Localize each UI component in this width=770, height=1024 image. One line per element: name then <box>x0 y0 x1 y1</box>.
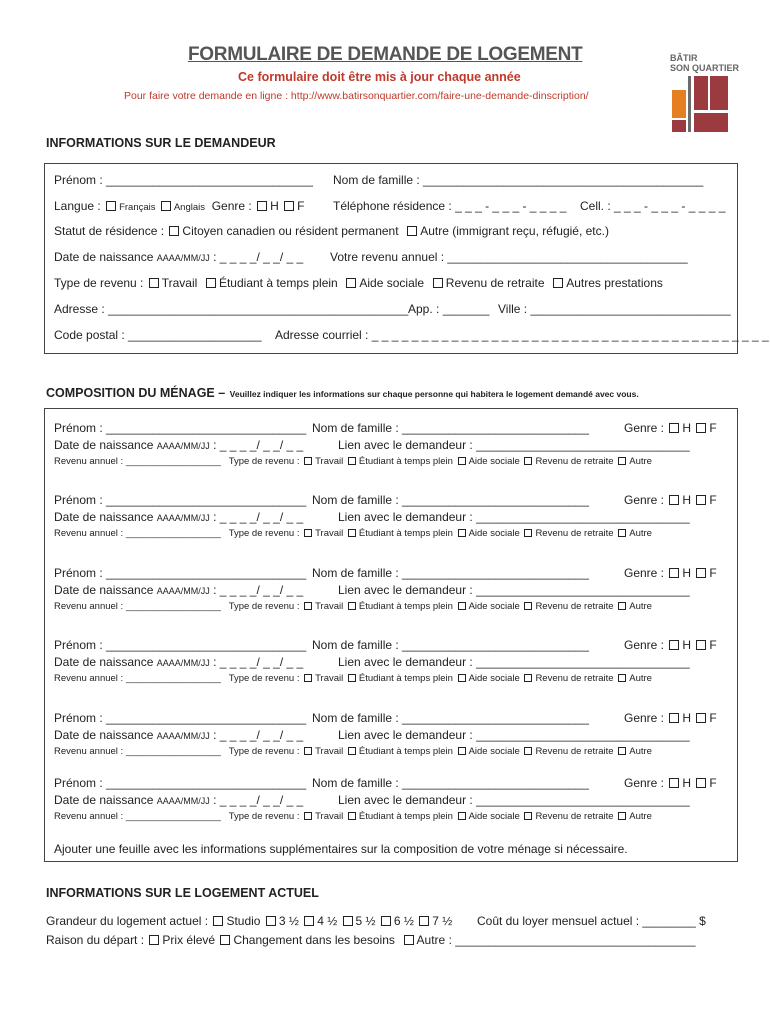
member-5-relationship-field[interactable]: Lien avec le demandeur : ________________________________ <box>338 728 690 742</box>
member-5-income-row: Revenu annuel : __________________ Type de revenu : Travail Étudiant à temps plein Aide sociale Revenu de retraite Autre <box>54 746 652 757</box>
member-2-income-field[interactable]: Revenu annuel : __________________ <box>54 528 221 539</box>
member-4-relationship-field[interactable]: Lien avec le demandeur : ________________________________ <box>338 655 690 669</box>
cell-phone-field[interactable]: Cell. : _ _ _ - _ _ _ - _ _ _ _ <box>580 199 726 213</box>
home-phone-field[interactable]: Téléphone résidence : _ _ _ - _ _ _ - _ _ _ _ <box>333 199 567 213</box>
member-1-autre-checkbox[interactable] <box>618 457 626 465</box>
size-6-5-checkbox[interactable] <box>381 916 391 926</box>
member-2-aide-sociale-checkbox[interactable] <box>458 529 466 537</box>
studio-checkbox[interactable] <box>213 916 223 926</box>
francais-checkbox[interactable] <box>106 201 116 211</box>
member-2-retraite-checkbox[interactable] <box>524 529 532 537</box>
member-4-income-field[interactable]: Revenu annuel : __________________ <box>54 673 221 684</box>
member-6-last-name-field[interactable]: Nom de famille : ____________________________ <box>312 776 589 790</box>
member-2-income-row: Revenu annuel : __________________ Type de revenu : Travail Étudiant à temps plein Aide sociale Revenu de retraite Autre <box>54 528 652 539</box>
member-6-gender-f-checkbox[interactable] <box>696 778 706 788</box>
member-2-dob-field[interactable]: Date de naissance AAAA/MM/JJ : _ _ _ _/ _ _/ _ _ <box>54 510 304 524</box>
member-4-last-name-field[interactable]: Nom de famille : ____________________________ <box>312 638 589 652</box>
member-5-first-name-field[interactable]: Prénom : ______________________________ <box>54 711 307 725</box>
member-4-autre-checkbox[interactable] <box>618 674 626 682</box>
member-1-gender-f-checkbox[interactable] <box>696 423 706 433</box>
member-1-travail-checkbox[interactable] <box>304 457 312 465</box>
member-6-relationship-field[interactable]: Lien avec le demandeur : ________________________________ <box>338 793 690 807</box>
member-1-retraite-checkbox[interactable] <box>524 457 532 465</box>
member-1-etudiant-checkbox[interactable] <box>348 457 356 465</box>
member-3-gender-row: Genre : H F <box>624 566 717 580</box>
autres-prestations-checkbox[interactable] <box>553 278 563 288</box>
member-5-gender-row: Genre : H F <box>624 711 717 725</box>
apartment-field[interactable]: App. : _______ <box>408 302 490 316</box>
member-4-travail-checkbox[interactable] <box>304 674 312 682</box>
member-4-gender-f-checkbox[interactable] <box>696 640 706 650</box>
online-link[interactable]: Pour faire votre demande en ligne : http://www.batirsonquartier.com/faire-une-demande-dinscription/ <box>124 90 589 102</box>
changement-besoins-checkbox[interactable] <box>220 935 230 945</box>
prix-eleve-checkbox[interactable] <box>149 935 159 945</box>
etudiant-checkbox[interactable] <box>206 278 216 288</box>
member-5-aide-sociale-checkbox[interactable] <box>458 747 466 755</box>
member-1-gender-row: Genre : H F <box>624 421 717 435</box>
language-row: Langue : Français Anglais Genre : H F <box>54 199 305 213</box>
member-6-dob-field[interactable]: Date de naissance AAAA/MM/JJ : _ _ _ _/ _ _/ _ _ <box>54 793 304 807</box>
size-3-5-checkbox[interactable] <box>266 916 276 926</box>
member-6-travail-checkbox[interactable] <box>304 812 312 820</box>
member-3-aide-sociale-checkbox[interactable] <box>458 602 466 610</box>
member-2-first-name-field[interactable]: Prénom : ______________________________ <box>54 493 307 507</box>
member-4-etudiant-checkbox[interactable] <box>348 674 356 682</box>
size-5-5-checkbox[interactable] <box>343 916 353 926</box>
applicant-first-name-field[interactable]: Prénom : _______________________________ <box>54 173 313 187</box>
member-6-gender-h-checkbox[interactable] <box>669 778 679 788</box>
member-6-etudiant-checkbox[interactable] <box>348 812 356 820</box>
gender-f-checkbox[interactable] <box>284 201 294 211</box>
annual-income-field[interactable]: Votre revenu annuel : ____________________________________ <box>330 250 688 264</box>
member-3-travail-checkbox[interactable] <box>304 602 312 610</box>
member-2-gender-h-checkbox[interactable] <box>669 495 679 505</box>
member-1-aide-sociale-checkbox[interactable] <box>458 457 466 465</box>
member-3-autre-checkbox[interactable] <box>618 602 626 610</box>
member-4-dob-field[interactable]: Date de naissance AAAA/MM/JJ : _ _ _ _/ _ _/ _ _ <box>54 655 304 669</box>
member-1-income-row: Revenu annuel : __________________ Type de revenu : Travail Étudiant à temps plein Aide sociale Revenu de retraite Autre <box>54 456 652 467</box>
member-6-retraite-checkbox[interactable] <box>524 812 532 820</box>
member-4-gender-row: Genre : H F <box>624 638 717 652</box>
member-3-income-field[interactable]: Revenu annuel : __________________ <box>54 601 221 612</box>
residence-status-row: Statut de résidence : Citoyen canadien ou résident permanent Autre (immigrant reçu, réfugié, etc.) <box>54 224 609 238</box>
member-5-travail-checkbox[interactable] <box>304 747 312 755</box>
current-housing-section-title: INFORMATIONS SUR LE LOGEMENT ACTUEL <box>46 886 319 900</box>
gender-h-checkbox[interactable] <box>257 201 267 211</box>
applicant-last-name-field[interactable]: Nom de famille : __________________________________________ <box>333 173 704 187</box>
member-5-etudiant-checkbox[interactable] <box>348 747 356 755</box>
member-6-first-name-field[interactable]: Prénom : ______________________________ <box>54 776 307 790</box>
household-footer-note: Ajouter une feuille avec les informations supplémentaires sur la composition de votre ménage si nécessaire. <box>54 842 628 856</box>
member-2-etudiant-checkbox[interactable] <box>348 529 356 537</box>
member-2-last-name-field[interactable]: Nom de famille : ____________________________ <box>312 493 589 507</box>
batir-son-quartier-logo <box>672 76 728 132</box>
member-6-aide-sociale-checkbox[interactable] <box>458 812 466 820</box>
member-3-last-name-field[interactable]: Nom de famille : ____________________________ <box>312 566 589 580</box>
member-1-relationship-field[interactable]: Lien avec le demandeur : ________________________________ <box>338 438 690 452</box>
member-5-gender-h-checkbox[interactable] <box>669 713 679 723</box>
departure-reason-row: Raison du départ : Prix élevé Changement dans les besoins Autre : ____________________________________ <box>46 933 696 947</box>
member-4-gender-h-checkbox[interactable] <box>669 640 679 650</box>
member-5-gender-f-checkbox[interactable] <box>696 713 706 723</box>
size-7-5-checkbox[interactable] <box>419 916 429 926</box>
member-4-income-row: Revenu annuel : __________________ Type de revenu : Travail Étudiant à temps plein Aide sociale Revenu de retraite Autre <box>54 673 652 684</box>
autre-statut-checkbox[interactable] <box>407 226 417 236</box>
applicant-dob-field[interactable]: Date de naissance AAAA/MM/JJ : _ _ _ _/ _ _/ _ _ <box>54 250 304 264</box>
retraite-checkbox[interactable] <box>433 278 443 288</box>
travail-checkbox[interactable] <box>149 278 159 288</box>
member-1-income-field[interactable]: Revenu annuel : __________________ <box>54 456 221 467</box>
member-2-gender-f-checkbox[interactable] <box>696 495 706 505</box>
member-5-income-field[interactable]: Revenu annuel : __________________ <box>54 746 221 757</box>
member-6-gender-row: Genre : H F <box>624 776 717 790</box>
monthly-rent-field[interactable]: Coût du loyer mensuel actuel : ________ $ <box>477 914 706 928</box>
member-3-etudiant-checkbox[interactable] <box>348 602 356 610</box>
member-6-income-row: Revenu annuel : __________________ Type de revenu : Travail Étudiant à temps plein Aide sociale Revenu de retraite Autre <box>54 811 652 822</box>
household-section-title: COMPOSITION DU MÉNAGE – Veuillez indiquer les informations sur chaque personne qui habitera le logement demandé avec vous. <box>46 386 639 400</box>
member-3-first-name-field[interactable]: Prénom : ______________________________ <box>54 566 307 580</box>
member-2-travail-checkbox[interactable] <box>304 529 312 537</box>
member-1-dob-field[interactable]: Date de naissance AAAA/MM/JJ : _ _ _ _/ _ _/ _ _ <box>54 438 304 452</box>
address-field[interactable]: Adresse : _____________________________________________ <box>54 302 409 316</box>
citoyen-checkbox[interactable] <box>169 226 179 236</box>
form-subtitle: Ce formulaire doit être mis à jour chaque année <box>238 70 521 84</box>
member-3-gender-f-checkbox[interactable] <box>696 568 706 578</box>
city-field[interactable]: Ville : ______________________________ <box>498 302 731 316</box>
member-4-first-name-field[interactable]: Prénom : ______________________________ <box>54 638 307 652</box>
size-4-5-checkbox[interactable] <box>304 916 314 926</box>
postal-code-field[interactable]: Code postal : ____________________ <box>54 328 262 342</box>
member-4-aide-sociale-checkbox[interactable] <box>458 674 466 682</box>
income-type-row: Type de revenu : Travail Étudiant à temps plein Aide sociale Revenu de retraite Autres prestations <box>54 276 663 290</box>
member-3-relationship-field[interactable]: Lien avec le demandeur : ________________________________ <box>338 583 690 597</box>
member-3-dob-field[interactable]: Date de naissance AAAA/MM/JJ : _ _ _ _/ _ _/ _ _ <box>54 583 304 597</box>
member-5-retraite-checkbox[interactable] <box>524 747 532 755</box>
form-title: FORMULAIRE DE DEMANDE DE LOGEMENT <box>188 44 583 65</box>
member-3-gender-h-checkbox[interactable] <box>669 568 679 578</box>
member-3-income-row: Revenu annuel : __________________ Type de revenu : Travail Étudiant à temps plein Aide sociale Revenu de retraite Autre <box>54 601 652 612</box>
member-5-dob-field[interactable]: Date de naissance AAAA/MM/JJ : _ _ _ _/ _ _/ _ _ <box>54 728 304 742</box>
member-1-gender-h-checkbox[interactable] <box>669 423 679 433</box>
member-2-relationship-field[interactable]: Lien avec le demandeur : ________________________________ <box>338 510 690 524</box>
current-size-row: Grandeur du logement actuel : Studio 3 ½ 4 ½ 5 ½ 6 ½ 7 ½ <box>46 914 453 928</box>
applicant-section-title: INFORMATIONS SUR LE DEMANDEUR <box>46 136 276 150</box>
autre-raison-checkbox[interactable] <box>404 935 414 945</box>
member-2-autre-checkbox[interactable] <box>618 529 626 537</box>
email-field[interactable]: Adresse courriel : _ _ _ _ _ _ _ _ _ _ _ _ _ _ _ _ _ _ _ _ _ _ _ _ _ _ _ _ _ _ _ _ _ _ _ _ _ _ _ _ <box>275 328 769 342</box>
anglais-checkbox[interactable] <box>161 201 171 211</box>
member-5-autre-checkbox[interactable] <box>618 747 626 755</box>
member-6-income-field[interactable]: Revenu annuel : __________________ <box>54 811 221 822</box>
aide-sociale-checkbox[interactable] <box>346 278 356 288</box>
member-3-retraite-checkbox[interactable] <box>524 602 532 610</box>
member-1-last-name-field[interactable]: Nom de famille : ____________________________ <box>312 421 589 435</box>
member-2-gender-row: Genre : H F <box>624 493 717 507</box>
member-1-first-name-field[interactable]: Prénom : ______________________________ <box>54 421 307 435</box>
member-5-last-name-field[interactable]: Nom de famille : ____________________________ <box>312 711 589 725</box>
logo-text: BÂTIR SON QUARTIER <box>670 53 740 73</box>
member-4-retraite-checkbox[interactable] <box>524 674 532 682</box>
member-6-autre-checkbox[interactable] <box>618 812 626 820</box>
